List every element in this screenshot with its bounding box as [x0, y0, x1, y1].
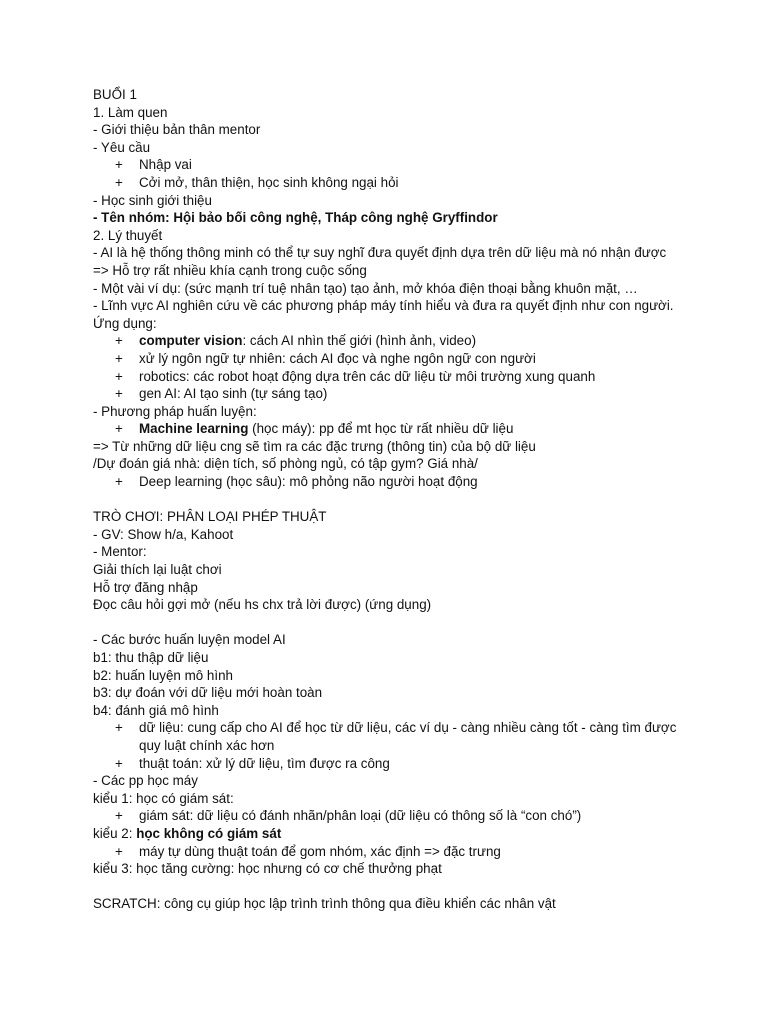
bullet-text: Cởi mở, thân thiện, học sinh không ngại hỏi: [139, 174, 399, 190]
bullet-text: Nhập vai: [139, 157, 192, 173]
bullet-marker: +: [115, 350, 123, 366]
text-line: - Giới thiệu bản thân mentor: [93, 122, 261, 138]
blank-line: [93, 491, 693, 509]
text-line: => Từ những dữ liệu cng sẽ tìm ra các đặc trưng (thông tin) của bộ dữ liệu: [93, 438, 536, 454]
bullet-text: Deep learning (học sâu): mô phỏng não người hoạt động: [139, 474, 478, 490]
bullet-item: [93, 843, 693, 861]
bullet-item: [93, 368, 693, 386]
text-fragment: kiểu 2:: [93, 825, 137, 841]
text-line: - Mentor:: [93, 544, 147, 560]
blank-line: [93, 878, 693, 896]
bullet-marker: +: [115, 720, 123, 736]
text-line: Hỗ trợ đăng nhập: [93, 579, 198, 595]
bullet-marker: +: [115, 843, 123, 859]
text-line: - Các bước huấn luyện model AI: [93, 632, 286, 648]
text-line: /Dự đoán giá nhà: diện tích, số phòng ngủ, có tập gym? Giá nhà/: [93, 456, 478, 472]
bullet-marker: +: [115, 386, 123, 402]
document-body: [93, 86, 693, 913]
section-heading: 2. Lý thuyết: [93, 227, 163, 243]
bullet-item: [93, 807, 693, 825]
bullet-item: [93, 719, 693, 754]
bold-term: học không có giám sát: [136, 825, 282, 841]
text-line: - GV: Show h/a, Kahoot: [93, 526, 234, 542]
text-line: - Phương pháp huấn luyện:: [93, 403, 257, 419]
bullet-marker: +: [115, 157, 123, 173]
bullet-marker: +: [115, 755, 123, 771]
text-line: kiểu 1: học có giám sát:: [93, 790, 234, 806]
bullet-text: gen AI: AI tạo sinh (tự sáng tạo): [139, 386, 328, 402]
text-line: - Các pp học máy: [93, 773, 198, 789]
bullet-item: [93, 473, 693, 491]
bullet-item: [93, 156, 693, 174]
text-line: - Yêu cầu: [93, 139, 151, 155]
bullet-text: : cách AI nhìn thế giới (hình ảnh, video): [242, 333, 477, 349]
text-line: b4: đánh giá mô hình: [93, 702, 219, 718]
bullet-marker: +: [115, 174, 123, 190]
bullet-item: [93, 420, 693, 438]
bullet-text: giám sát: dữ liệu có đánh nhãn/phân loại (dữ liệu có thông số là “con chó”): [139, 808, 582, 824]
session-title: BUỔI 1: [93, 87, 137, 102]
bullet-marker: +: [115, 474, 123, 490]
bullet-item: [93, 755, 693, 773]
bullet-text: máy tự dùng thuật toán để gom nhóm, xác định => đặc trưng: [139, 843, 501, 859]
bullet-item: [93, 174, 693, 192]
scratch-line: SCRATCH: công cụ giúp học lập trình trình thông qua điều khiển các nhân vật: [93, 896, 556, 912]
text-line: - Học sinh giới thiệu: [93, 192, 212, 208]
bullet-text: xử lý ngôn ngữ tự nhiên: cách AI đọc và nghe ngôn ngữ con người: [139, 350, 536, 366]
text-line: [93, 825, 693, 843]
bullet-item: [93, 350, 693, 368]
text-line: Giải thích lại luật chơi: [93, 562, 222, 578]
text-line: Đọc câu hỏi gợi mở (nếu hs chx trả lời được) (ứng dụng): [93, 597, 432, 613]
blank-line: [93, 614, 693, 632]
text-line: - AI là hệ thống thông minh có thể tự suy nghĩ đưa quyết định dựa trên dữ liệu mà nó nhận được: [93, 245, 667, 261]
bullet-item: [93, 332, 693, 350]
text-line: b1: thu thập dữ liệu: [93, 650, 209, 665]
bullet-marker: +: [115, 421, 123, 437]
text-line: => Hỗ trợ rất nhiều khía cạnh trong cuộc sống: [93, 262, 367, 278]
bullet-text: dữ liệu: cung cấp cho AI để học từ dữ liệu, các ví dụ - càng nhiều càng tốt - càng tìm được quy luật chính xác hơn: [139, 720, 677, 753]
text-line: b2: huấn luyện mô hình: [93, 667, 233, 683]
bullet-bold-term: computer vision: [139, 333, 243, 349]
bullet-marker: +: [115, 368, 123, 384]
bullet-item: [93, 385, 693, 403]
text-line: - Một vài ví dụ: (sức mạnh trí tuệ nhân tạo) tạo ảnh, mở khóa điện thoại bằng khuôn mặt, …: [93, 280, 638, 296]
game-heading: TRÒ CHƠI: PHÂN LOẠI PHÉP THUẬT: [93, 509, 327, 525]
bullet-bold-term: Machine learning: [139, 421, 249, 437]
section-heading: 1. Làm quen: [93, 104, 168, 120]
bullet-text: thuật toán: xử lý dữ liệu, tìm được ra công: [139, 755, 390, 771]
text-line: - Lĩnh vực AI nghiên cứu về các phương pháp máy tính hiểu và đưa ra quyết định như con người. Ứng dụng:: [93, 298, 674, 331]
bullet-marker: +: [115, 333, 123, 349]
text-line: b3: dự đoán với dữ liệu mới hoàn toàn: [93, 685, 323, 701]
bullet-marker: +: [115, 808, 123, 824]
bullet-text: robotics: các robot hoạt động dựa trên các dữ liệu từ môi trường xung quanh: [139, 368, 596, 384]
text-line: kiểu 3: học tăng cường: học nhưng có cơ chế thưởng phạt: [93, 861, 442, 877]
bullet-text: (học máy): pp để mt học từ rất nhiều dữ liệu: [248, 421, 514, 437]
group-name-line: - Tên nhóm: Hội bảo bối công nghệ, Tháp công nghệ Gryffindor: [93, 210, 498, 226]
